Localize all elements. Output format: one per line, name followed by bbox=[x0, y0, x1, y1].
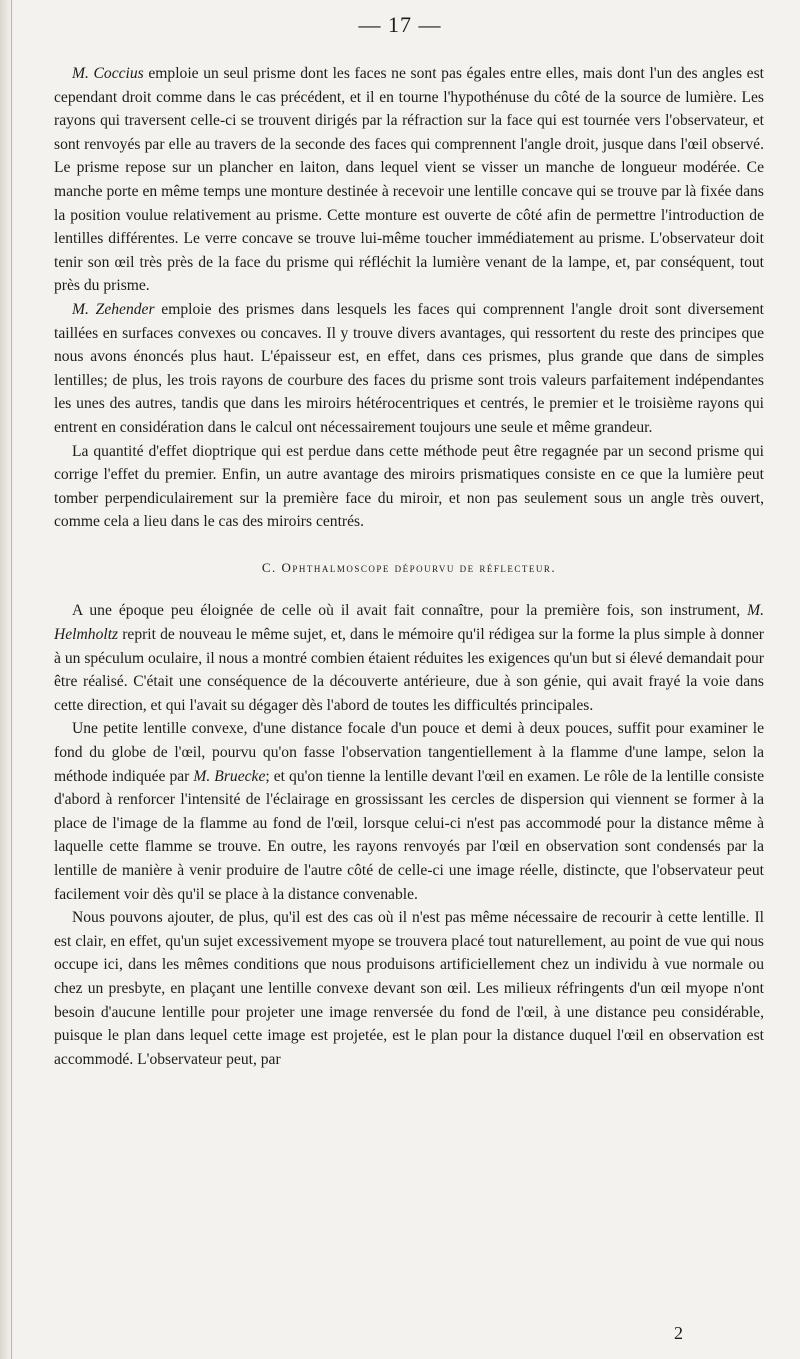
author-name: M. Zehender bbox=[72, 300, 155, 318]
paragraph-text: emploie un seul prisme dont les faces ne sont pas égales entre elles, mais dont l'un des angles est cependant droit comme dans le cas précédent, et il en tourne l'hypothénuse du côté de la source de lumière. Les rayons qui traversent celle-ci se trouvent dirigés par la réfraction sur la face qui est tournée vers l'observateur, et sont renvoyés par elle au travers de la seconde des faces qui comprennent l'angle droit, jusque dans l'œil observé. Le prisme repose sur un plancher en laiton, dans lequel vient se visser un manche de longueur modérée. Ce manche porte en même temps une monture destinée à recevoir une lentille concave qui se trouve par là fixée dans la position voulue relativement au prisme. Cette monture est ouverte de côté afin de permettre l'introduction de lentilles différentes. Le verre concave se trouve lui-même toucher immédiatement au prisme. L'observateur doit tenir son œil très près de la face du prisme qui réfléchit la lumière venant de la lampe, et, par conséquent, tout près du prisme. bbox=[54, 65, 764, 295]
page-binding-line bbox=[11, 0, 12, 1359]
body-text bbox=[54, 62, 764, 1071]
paragraph-text: Nous pouvons ajouter, de plus, qu'il est des cas où il n'est pas même nécessaire de recourir à cette lentille. Il est clair, en effet, qu'un sujet excessivement myope se trouvera placé tout naturellement, au point de vue qui nous occupe ici, dans les mêmes conditions que nous produisons artificiellement chez un individu à vue normale ou chez un presbyte, en plaçant une lentille convexe devant son œil. Les milieux réfringents d'un œil myope n'ont besoin d'aucune lentille pour projeter une image renversée du fond de l'œil, à une distance peu considérable, puisque le plan dans lequel cette image est projetée, est le plan pour la distance duquel l'œil en observation est accommodé. L'observateur peut, par bbox=[54, 909, 764, 1068]
paragraph-helmholtz bbox=[54, 599, 764, 717]
author-name: M. Bruecke bbox=[193, 767, 266, 785]
paragraph-text-before: A une époque peu éloignée de celle où il avait fait connaître, pour la première fois, son instrument, bbox=[72, 602, 748, 620]
author-name: M. Coccius bbox=[72, 65, 144, 82]
paragraph-convex-lens bbox=[54, 717, 764, 906]
paragraph-zehender bbox=[54, 298, 764, 440]
paragraph-text-after: ; et qu'on tienne la lentille devant l'œil en examen. Le rôle de la lentille consiste d'abord à renforcer l'intensité de l'éclairage en grossissant les cercles de dispersion qui viennent se former à la place de l'image de la flamme au fond de l'œil, lorsque celui-ci n'est pas accommodé pour la distance même à laquelle cette flamme se trouve. En outre, les rayons renvoyés par l'œil en observation sont condensés par la lentille de manière à venir produire de l'autre côté de celle-ci une image réelle, distincte, que l'observateur peut facilement voir dès qu'il se place à la distance convenable. bbox=[54, 767, 764, 903]
signature-mark: 2 bbox=[674, 1323, 683, 1343]
paragraph-dioptric-effect bbox=[54, 440, 764, 534]
page-number: — 17 — bbox=[358, 12, 442, 37]
paragraph-text-before: Une petite lentille convexe, d'une distance focale d'un pouce et demi à deux pouces, suffit pour examiner le fond du globe de l'œil, pourvu qu'on fasse l'observation tangentiellement à la flamme d'une lampe, selon la méthode indiquée par bbox=[54, 720, 764, 785]
section-heading: C. Ophthalmoscope dépourvu de réflecteur. bbox=[261, 559, 557, 575]
paragraph-text: La quantité d'effet dioptrique qui est perdue dans cette méthode peut être regagnée par un second prisme qui corrige l'effet du premier. Enfin, un autre avantage des miroirs prismatiques consiste en ce que la lumière peut tomber perpendiculairement sur la première face du miroir, et non pas seulement sous un angle très ouvert, comme cela a lieu dans le cas des miroirs centrés. bbox=[54, 442, 764, 531]
paragraph-myopic-eye bbox=[54, 906, 764, 1071]
paragraph-coccius bbox=[54, 62, 764, 298]
author-name: M. Helmholtz bbox=[54, 602, 764, 644]
paragraph-text: emploie des prismes dans lesquels les faces qui comprennent l'angle droit sont diversement taillées en surfaces convexes ou concaves. Il y trouve divers avantages, qui ressortent du reste des principes que nous avons énoncés plus haut. L'épaisseur est, en effet, dans ces prismes, plus grande que dans de simples lentilles; de plus, les trois rayons de courbure des faces du prisme sont trois valeurs parfaitement indépendantes les unes des autres, tandis que dans les miroirs hétérocentriques et centrés, le premier et le troisième rayons qui entrent en considération dans le calcul ont nécessairement toujours une seule et même grandeur. bbox=[54, 300, 764, 436]
paragraph-text-after: reprit de nouveau le même sujet, et, dans le mémoire qu'il rédigea sur la forme la plus simple à donner à un spéculum oculaire, il nous a montré combien étaient réduites les exigences qu'un but si élevé demandait pour être réalisé. C'était une conséquence de la découverte antérieure, due à son génie, qui avait frayé la voie dans cette direction, et qui l'avait su dégager dès l'abord de toutes les difficultés principales. bbox=[54, 626, 764, 714]
